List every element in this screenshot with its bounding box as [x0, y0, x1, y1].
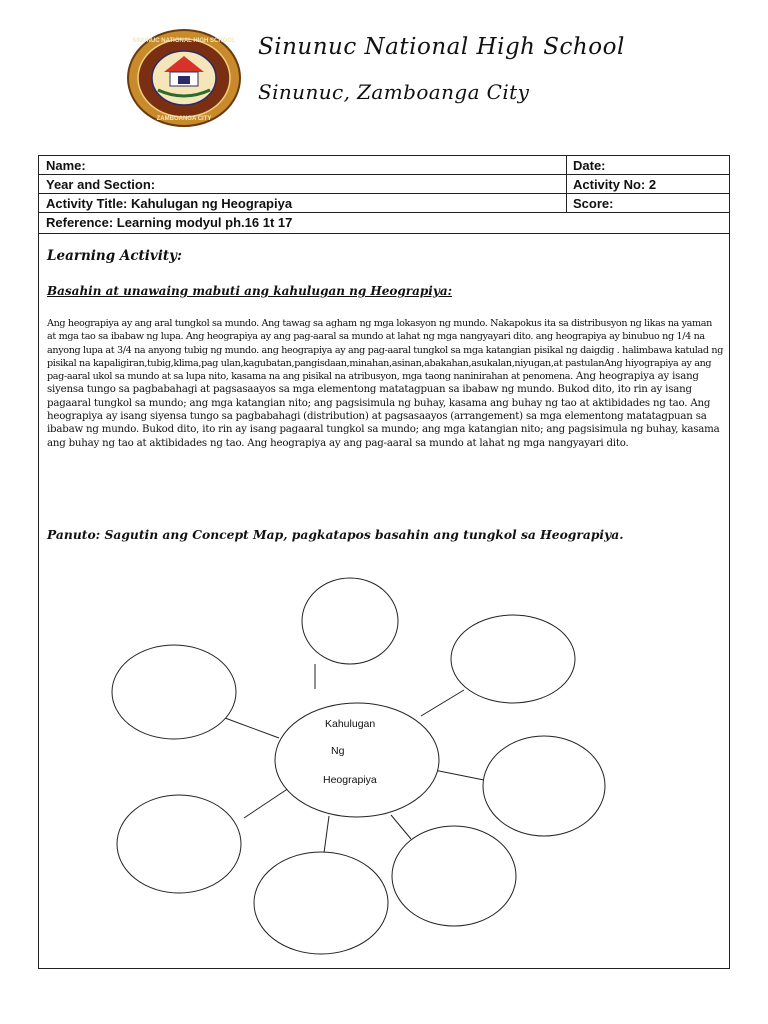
- connector-upper-right: [421, 690, 464, 716]
- center-label-line1: Kahulugan: [325, 718, 376, 730]
- year-section-label: Year and Section:: [46, 177, 156, 192]
- activity-no: Activity No: 2: [573, 177, 657, 192]
- date-label: Date:: [573, 158, 606, 173]
- concept-map: [39, 156, 731, 968]
- score-label: Score:: [573, 196, 614, 211]
- blank-node-lower-center[interactable]: [254, 852, 388, 954]
- blank-node-top[interactable]: [302, 578, 398, 664]
- reading-instruction: Basahin at unawaing mabuti ang kahulugan ng Heograpiya:: [47, 284, 453, 298]
- blank-node-upper-right[interactable]: [451, 615, 575, 703]
- connector-right: [434, 770, 484, 780]
- blank-node-lower-left[interactable]: [117, 795, 241, 893]
- document-header: [0, 0, 768, 150]
- connector-lower-left: [244, 788, 289, 818]
- connector-upper-left: [225, 718, 279, 738]
- passage-main-text: Ang heograpiya ay isang siyensa tungo sa pagbabahagi at pagsasaayos sa mga elementong matatagpuan sa ibabaw ng mundo. Bukod dito, ito rin ay isang pagaaral tungkol sa mundo; ang mga katangian nito; ang pagsisimula ng buhay, kasama ang buhay ng tao at aktibidades ng tao. Ang heograpiya ay isang siyensa tungo sa pagbabahagi (distribution) at pagsasaayos (arrangement) sa mga elementong matatagpuan sa ibabaw ng mundo. Bukod dito, ito rin ay isang pagaaral tungkol sa mundo; ang mga katangian nito; ang pagsisimula ng buhay, kasama ang buhay ng tao at aktibidades ng tao. Ang heograpiya ay ang pag-aaral sa mundo at lahat ng mga nangyayari dito.: [47, 371, 720, 449]
- svg-text:SINUNUC NATIONAL HIGH SCHOOL: SINUNUC NATIONAL HIGH SCHOOL: [132, 38, 236, 44]
- school-seal: [126, 28, 242, 128]
- learning-activity-title: Learning Activity:: [47, 248, 182, 264]
- svg-text:ZAMBOANGA CITY: ZAMBOANGA CITY: [156, 116, 212, 122]
- activity-title: Activity Title: Kahulugan ng Heograpiya: [46, 196, 293, 211]
- connector-lower-right: [391, 815, 411, 839]
- school-name: Sinunuc National High School: [258, 34, 625, 60]
- school-city: Sinunuc, Zamboanga City: [258, 80, 530, 104]
- name-label: Name:: [46, 158, 86, 173]
- blank-node-right[interactable]: [483, 736, 605, 836]
- activity-sheet: [38, 155, 730, 969]
- center-label-line2: Ng: [331, 745, 345, 757]
- concept-map-instruction: Panuto: Sagutin ang Concept Map, pagkatapos basahin ang tungkol sa Heograpiya.: [47, 527, 624, 542]
- blank-node-lower-right[interactable]: [392, 826, 516, 926]
- connector-lower-center: [324, 816, 329, 853]
- blank-node-upper-left[interactable]: [112, 645, 236, 739]
- center-label-line3: Heograpiya: [323, 774, 377, 786]
- passage-dense-part: Ang heograpiya ay ang aral tungkol sa mundo. Ang tawag sa agham ng mga lokasyon ng mundo. Nakapokus ita sa distribusyon ng likas na yaman at mga tao sa ibabaw ng lupa. Ang heograpiya ay ang pag-aaral sa mundo at lahat ng mga nangyayari dito. ang heograpiya ay binubuo ng 1/4 na anyong lupa at 3/4 na anyong tubig ng mundo. ang heograpiya ay ang pag-aaral tungkol sa mga katangian pisikal ng daigdig . halimbawa katulad ng pisikal na kapaligiran,tubig,klima,pag ulan,kagubatan,pangisdaan,minahan,asinan,abakahan,asukalan,niyugan,at pastulanAng hiyograpiya ay ang pag-aaral ukol sa mundo at sa lupa nito, kasama na ang pisikal na atribusyon, mga taong naninirahan at penomena.: [47, 318, 723, 383]
- reference: Reference: Learning modyul ph.16 1t 17: [46, 215, 293, 230]
